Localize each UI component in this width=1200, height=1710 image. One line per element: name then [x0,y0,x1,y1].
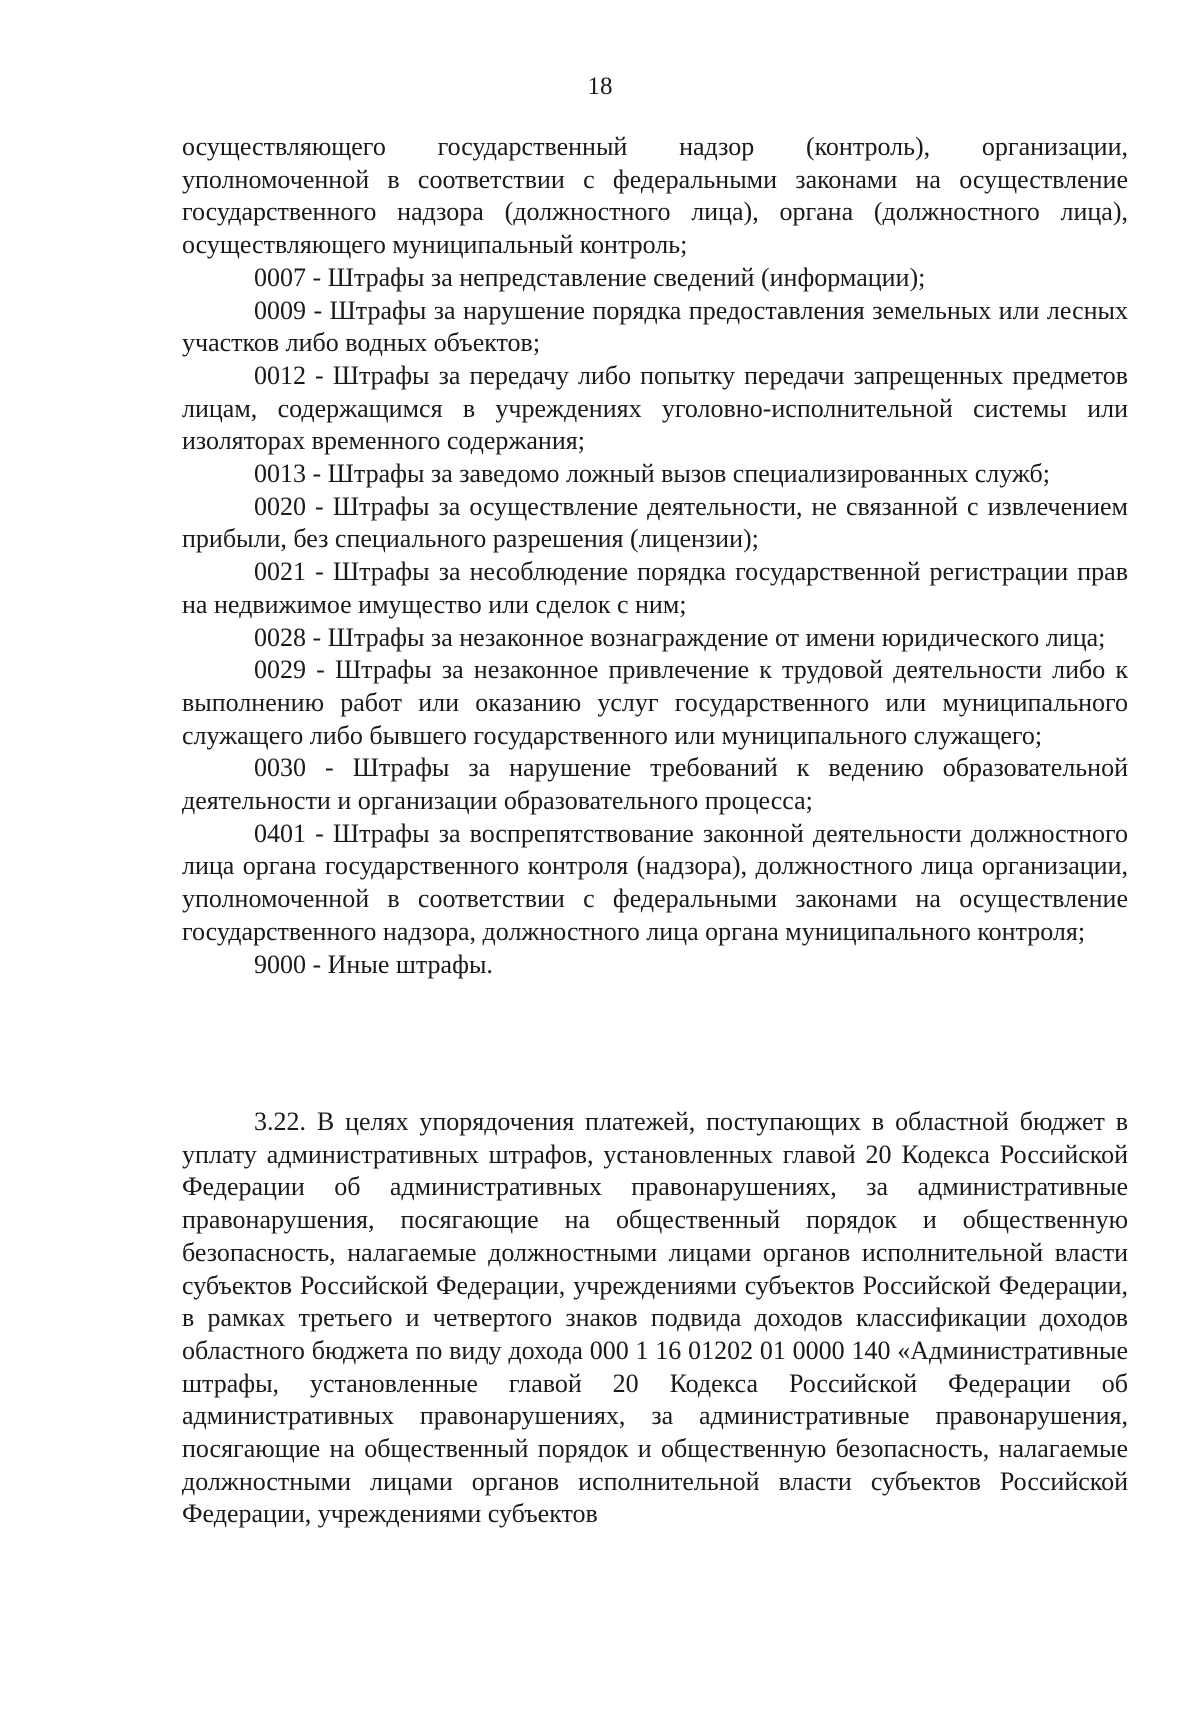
fine-item-0020 [182,491,1128,556]
paragraph-continuation [182,131,1128,262]
fine-code: 0007 [254,262,306,292]
fine-text: - Штрафы за незаконное вознаграждение от имени юридического лица; [306,622,1106,652]
fine-text: - Штрафы за осуществление деятельности, не связанной с извлечением прибыли, без специального разрешения (лицензии); [182,491,1128,554]
fine-item-9000 [182,949,1128,982]
fine-item-0009 [182,295,1128,360]
fine-text: - Штрафы за нарушение порядка предоставления земельных или лесных участков либо водных объектов; [182,295,1128,358]
fine-code: 0401 [254,818,306,848]
section-number: 3.22. [254,1107,306,1136]
fine-item-0028 [182,622,1128,655]
fine-text: - Штрафы за незаконное привлечение к трудовой деятельности либо к выполнению работ или оказанию услуг государственного или муниципального служащего либо бывшего государственного или муниципального служащего; [182,655,1128,750]
fine-code: 0021 [254,557,306,587]
fine-code: 9000 [254,949,306,979]
fine-text: - Штрафы за воспрепятствование законной деятельности должностного лица органа государственного контроля (надзора), должностного лица организации, уполномоченной в соответствии с федеральными законами на осуществление государственного надзора, должностного лица органа муниципального контроля; [182,818,1128,946]
fine-code: 0030 [254,753,306,783]
fine-item-0021 [182,556,1128,621]
fine-item-0007 [182,262,1128,295]
fine-item-0013 [182,458,1128,491]
fine-text: - Штрафы за передачу либо попытку передачи запрещенных предметов лицам, содержащимся в учреждениях уголовно-исполнительной системы или изоляторах временного содержания; [182,360,1128,456]
fine-item-0029 [182,654,1128,752]
fine-code: 0009 [254,295,306,325]
fine-code: 0020 [254,491,306,521]
section-3-22 [182,1106,1128,1531]
fines-list [182,131,1128,981]
fine-text: - Штрафы за несоблюдение порядка государственной регистрации прав на недвижимое имущество или сделок с ним; [182,557,1128,619]
section-text: В целях упорядочения платежей, поступающих в областной бюджет в уплату административных штрафов, установленных главой 20 Кодекса Российской Федерации об административных правонарушениях, за административные правонарушения, посягающие на общественный порядок и общественную безопасность, налагаемые должностными лицами органов исполнительной власти субъектов Российской Федерации, учреждениями субъектов Российской Федерации, в рамках третьего и четвертого знаков подвида доходов классификации доходов областного бюджета по виду дохода 000 1 16 01202 01 0000 140 «Административные штрафы, установленные главой 20 Кодекса Российской Федерации об административных правонарушениях, за административные правонарушения, посягающие на общественный порядок и общественную безопасность, налагаемые должностными лицами органов исполнительной власти субъектов Российской Федерации, учреждениями субъектов [182,1107,1128,1529]
fine-item-0030 [182,752,1128,817]
fine-text: - Штрафы за непредставление сведений (информации); [306,262,926,292]
fine-code: 0013 [254,459,306,489]
section-paragraph [182,1106,1128,1531]
page-number: 18 [587,73,613,100]
fine-code: 0012 [254,360,306,390]
fine-text: - Иные штрафы. [306,949,493,979]
fine-code: 0028 [254,622,306,652]
paragraph-text: осуществляющего государственный надзор (контроль), организации, уполномоченной в соответствии с федеральными законами на осуществление государственного надзора (должностного лица), органа (должностного лица), осуществляющего муниципальный контроль; [182,132,1128,260]
fine-code: 0029 [254,655,306,685]
fine-text: - Штрафы за нарушение требований к ведению образовательной деятельности и организации образовательного процесса; [182,753,1128,816]
fine-item-0012 [182,360,1128,458]
fine-item-0401 [182,818,1128,949]
fine-text: - Штрафы за заведомо ложный вызов специализированных служб; [306,459,1050,489]
